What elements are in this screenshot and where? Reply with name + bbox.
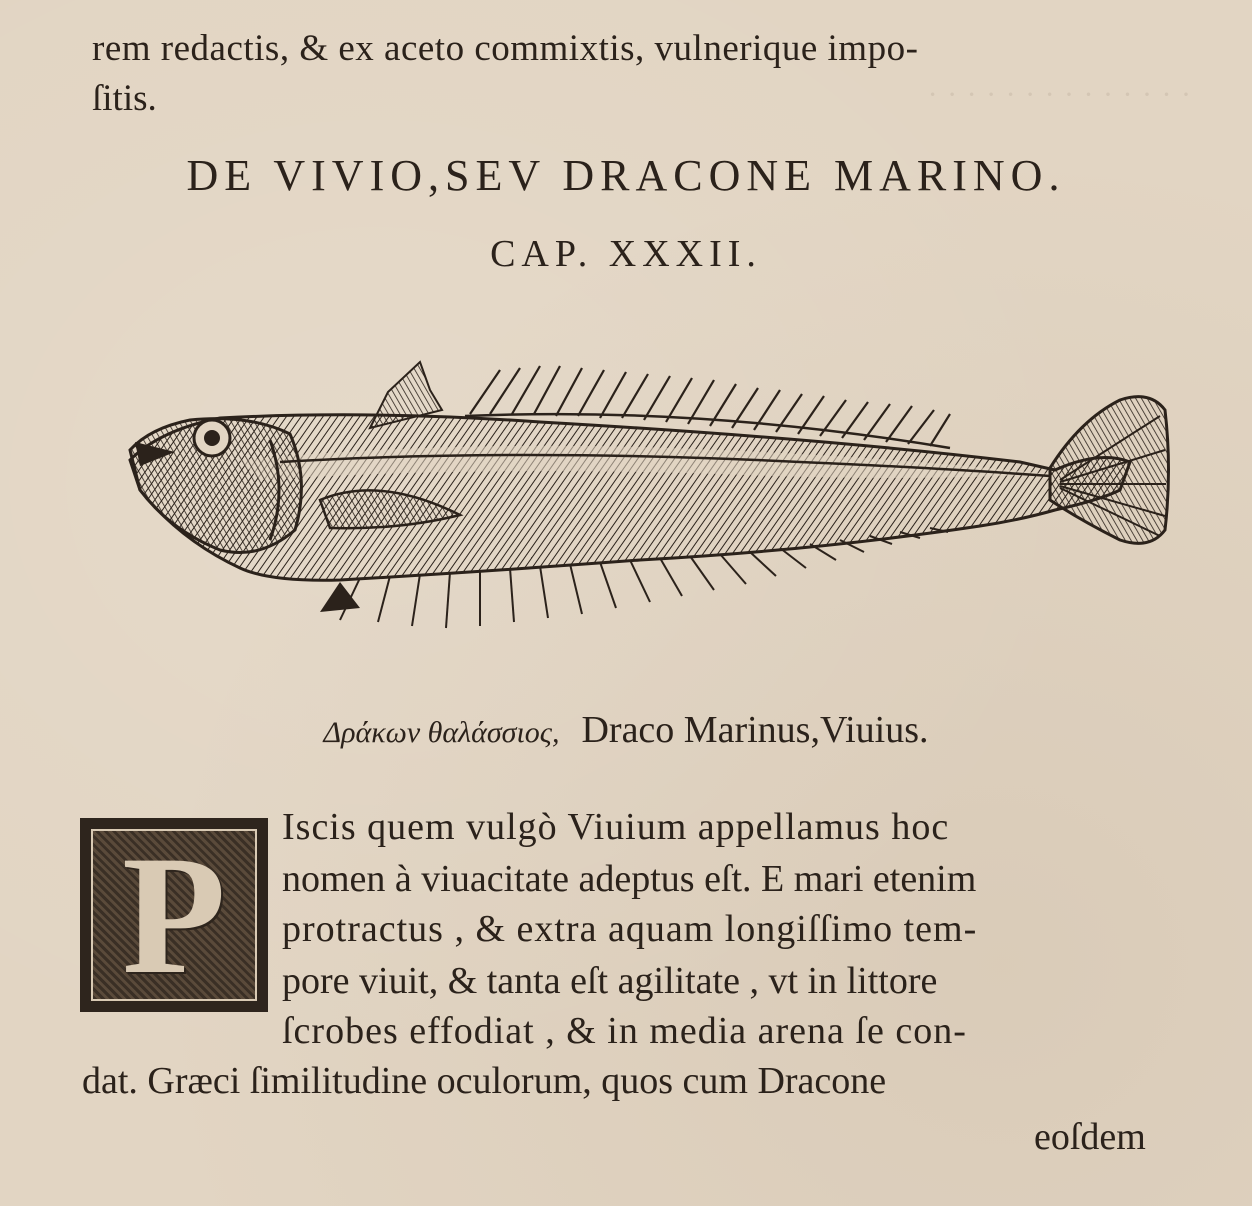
caption-greek: Δράκων θαλάσσιος, <box>323 716 560 749</box>
illustration-caption <box>0 708 1252 752</box>
paragraph-line-4: pore viuit, & tanta eſt agilitate , vt in littore <box>282 960 938 1002</box>
show-through-text: · · · · · · · · · · · · · · <box>927 78 1192 111</box>
text-line-3: ſitis. <box>92 78 157 119</box>
caption-latin: Draco Marinus,Viuius. <box>581 709 929 751</box>
text-line-1 <box>90 0 1190 22</box>
paragraph-line-5: ſcrobes effodiat , & in media arena ſe con- <box>282 1010 967 1052</box>
paragraph-line-1: Iscis quem vulgò Viuium appellamus hoc <box>282 806 950 848</box>
drop-cap-letter: P <box>122 820 226 1009</box>
paragraph-line-3: protractus , & extra aquam longiſſimo tem- <box>282 908 978 950</box>
text-line-2: rem redactis, & ex aceto commixtis, vulnerique impo- <box>92 28 919 69</box>
chapter-heading: DE VIVIO,SEV DRACONE MARINO. <box>186 151 1066 200</box>
drop-cap <box>80 818 268 1012</box>
fish-woodcut <box>120 350 1180 650</box>
chapter-number: CAP. XXXII. <box>490 233 762 275</box>
paragraph-line-2: nomen à viuacitate adeptus eſt. E mari etenim <box>282 858 977 900</box>
paragraph-line-6: dat. Græci ſimilitudine oculorum, quos cum Dracone <box>82 1060 887 1102</box>
paragraph-line-7: eoſdem <box>1034 1116 1146 1158</box>
